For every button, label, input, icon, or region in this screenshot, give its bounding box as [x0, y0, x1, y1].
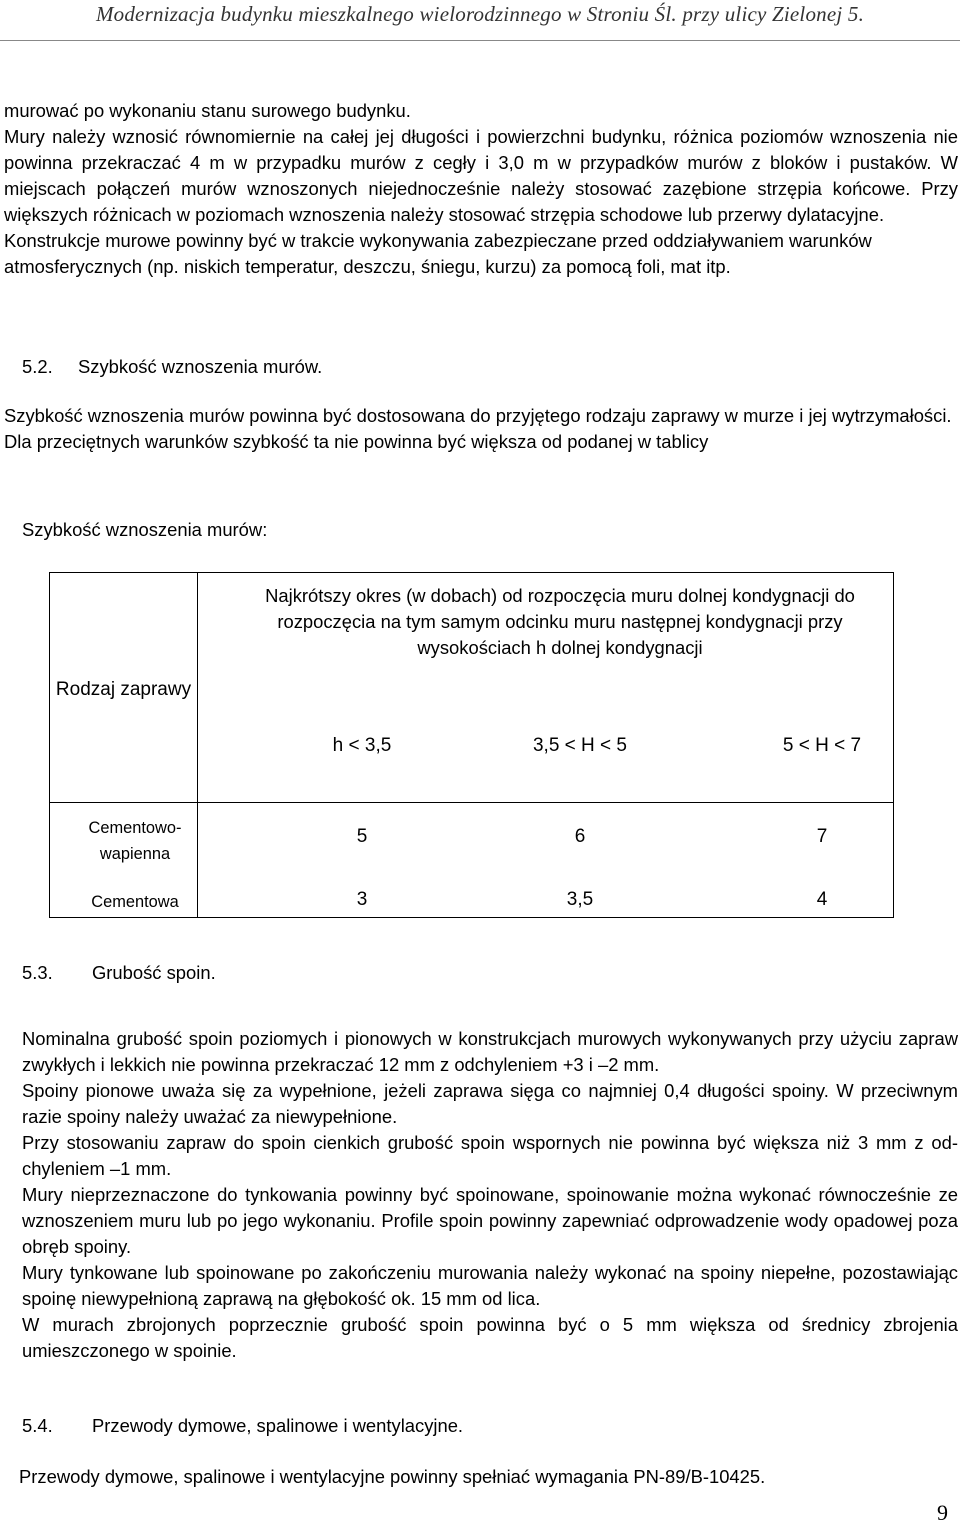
paragraph: Spoiny pionowe uważa się za wypełnione, jeżeli zaprawa sięga co najmniej 0,4 długości spoiny. W przeciwnym razie spoiny należy uważać za niewypełnione. [22, 1080, 958, 1127]
page-number: 9 [937, 1500, 948, 1525]
speed-table [49, 572, 894, 918]
column-header: h < 3,5 [332, 735, 392, 756]
section-heading-5-4 [22, 1413, 463, 1439]
intro-paragraph-3: Konstrukcje murowe powinny być w trakcie wykonywania zabezpieczane przed oddziaływaniem warunków atmosferycznych (np. niskich temperatur, deszczu, śniegu, kurzu) za pomocą foli, mat itp. [4, 230, 872, 277]
intro-text [4, 98, 958, 280]
section-heading-5-3 [22, 960, 216, 986]
paragraph: Przy stosowaniu zapraw do spoin cienkich grubość spoin wspornych nie powinna być większa niż 3 mm z od- chyleniem –1 mm. [22, 1132, 958, 1179]
intro-paragraph-2: Mury należy wznosić równomiernie na całej jej długości i powierzchni budynku, różnica poziomów wznoszenia nie powinna przekraczać 4 m w przypadku murów z cegły i 3,0 m w przypadków murów z bloków i pustaków. W miejscach połączeń murów wznoszonych niejednocześnie należy stosować zazębione strzępia końcowe. Przy większych różnicach w poziomach wznoszenia należy stosować strzępia schodowe lub przerwy dylatacyjne. [4, 126, 958, 225]
table-row-label [50, 889, 220, 915]
section-number: 5.4. [22, 1415, 53, 1436]
table-cell: 3 [356, 889, 368, 910]
paragraph: Nominalna grubość spoin poziomych i pionowych w konstrukcjach murowych wykonywanych przy użyciu zapraw zwykłych i lekkich nie powinna przekraczać 12 mm z odchyleniem +3 i –2 mm. [22, 1028, 958, 1075]
table-cell: 4 [816, 889, 828, 910]
row-label-line: wapienna [99, 845, 171, 863]
paragraph: Mury tynkowane lub spoinowane po zakończeniu murowania należy wykonać na spoiny niepełne, pozostawiając spoinę niewypełnioną zaprawą na głębokość ok. 15 mm od lica. [22, 1262, 958, 1309]
column-header: 3,5 < H < 5 [532, 735, 627, 756]
section-number: 5.3. [22, 962, 53, 983]
header-rule [0, 40, 960, 41]
column-header: 5 < H < 7 [782, 735, 862, 756]
section-title: Przewody dymowe, spalinowe i wentylacyjne. [92, 1415, 464, 1436]
section-5-3-text [22, 1026, 958, 1364]
section-5-2-paragraph: Szybkość wznoszenia murów powinna być dostosowana do przyjętego rodzaju zaprawy w murze i jej wytrzymałości. Dla przeciętnych warunków szybkość ta nie powinna być większa od podanej w tablicy [4, 405, 952, 452]
table-cell: 6 [574, 826, 586, 847]
table-cell: 5 [356, 826, 368, 847]
section-title: Grubość spoin. [92, 962, 216, 983]
paragraph: W murach zbrojonych poprzecznie grubość spoin powinna być o 5 mm większa od średnicy zbrojenia umieszczonego w spoinie. [22, 1314, 958, 1361]
table-main-header: Najkrótszy okres (w dobach) od rozpoczęcia muru dolnej kondygnacji do rozpoczęcia na tym samym odcinku muru następnej kondygnacji przy wysokościach h dolnej kondygnacji [265, 585, 855, 658]
paragraph: Mury nieprzeznaczone do tynkowania powinny być spoinowane, spoinowanie można wykonać równocześnie ze wznoszeniem muru lub po jego wykonaniu. Profile spoin powinny zapewniać odprowadzenie wody opadowej poza obręb spoiny. [22, 1184, 958, 1257]
table-cell: 7 [816, 826, 828, 847]
section-5-4-paragraph: Przewody dymowe, spalinowe i wentylacyjne powinny spełniać wymagania PN-89/B-10425. [19, 1466, 766, 1487]
section-number: 5.2. [22, 356, 53, 377]
page-header: Modernizacja budynku mieszkalnego wielorodzinnego w Stroniu Śl. przy ulicy Zielonej 5. [95, 2, 865, 26]
intro-paragraph-1: murować po wykonaniu stanu surowego budynku. [4, 100, 411, 121]
table-row-header: Rodzaj zaprawy [55, 679, 192, 700]
section-heading-5-2 [22, 354, 322, 380]
row-label-line: Cementowa [91, 893, 179, 911]
section-title: Szybkość wznoszenia murów. [78, 356, 323, 377]
table-cell: 3,5 [566, 889, 594, 910]
table-divider-horizontal [50, 802, 893, 803]
section-5-2-text [4, 403, 958, 455]
table-caption: Szybkość wznoszenia murów: [22, 519, 268, 540]
row-label-line: Cementowo- [88, 819, 182, 837]
table-row-label [50, 815, 220, 867]
